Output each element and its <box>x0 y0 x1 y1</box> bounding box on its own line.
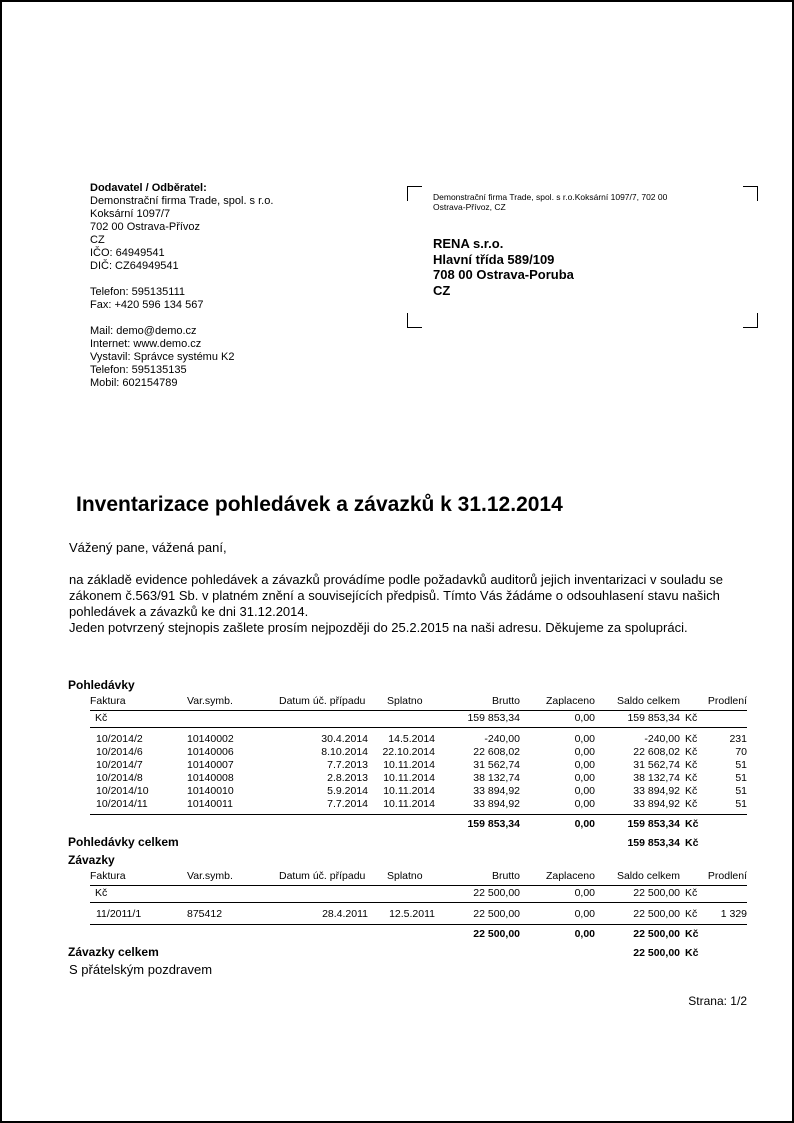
supplier-mail: Mail: demo@demo.cz <box>90 325 197 337</box>
cell-datum: 2.8.2013 <box>327 772 368 784</box>
table-row <box>90 759 747 772</box>
cell-faktura: 10/2014/10 <box>96 785 149 797</box>
letter-closing: S přátelským pozdravem <box>69 962 213 977</box>
subtotal-zaplaceno: 0,00 <box>574 928 595 940</box>
currency-row <box>90 711 747 728</box>
cell-brutto: 33 894,92 <box>473 785 520 797</box>
table-body <box>90 728 747 815</box>
supplier-mobile: Mobil: 602154789 <box>90 377 178 389</box>
supplier-country: CZ <box>90 234 105 246</box>
subtotal-brutto: 22 500,00 <box>473 928 520 940</box>
receivables-section <box>68 678 747 849</box>
cell-saldo: 33 894,92 <box>633 798 680 810</box>
col-var-symb: Var.symb. <box>187 695 233 707</box>
table-row <box>90 733 747 746</box>
receivables-table <box>90 695 747 831</box>
cell-prodleni: 51 <box>735 759 747 771</box>
address-window-mark-top-right <box>743 186 758 201</box>
payables-total-row <box>68 945 747 959</box>
cell-currency: Kč <box>685 759 698 771</box>
cell-splatno: 22.10.2014 <box>382 746 435 758</box>
cell-zaplaceno: 0,00 <box>574 772 595 784</box>
payables-table <box>90 870 747 941</box>
letter-body <box>69 540 745 636</box>
supplier-phone2: Telefon: 595135135 <box>90 364 187 376</box>
cell-brutto: 38 132,74 <box>473 772 520 784</box>
cell-zaplaceno: 0,00 <box>574 798 595 810</box>
cell-splatno: 10.11.2014 <box>383 785 435 797</box>
subtotal-saldo: 22 500,00 <box>633 928 680 940</box>
col-prodleni: Prodlení <box>707 695 747 707</box>
cell-currency: Kč <box>685 798 698 810</box>
return-address-line1: Demonstrační firma Trade, spol. s r.o.Koksární 1097/7, 702 00 <box>433 192 668 202</box>
cell-saldo: -240,00 <box>644 733 680 745</box>
subtotal-row <box>90 928 747 941</box>
cell-currency: Kč <box>685 712 698 724</box>
receivables-total-row <box>68 835 747 849</box>
cell-zaplaceno: 0,00 <box>574 733 595 745</box>
cell-var-symb: 10140002 <box>187 733 234 745</box>
cell-datum: 8.10.2014 <box>321 746 368 758</box>
cell-prodleni: 51 <box>735 772 747 784</box>
cell-var-symb: 10140010 <box>187 785 234 797</box>
col-splatno: Splatno <box>387 870 423 882</box>
col-zaplaceno: Zaplaceno <box>545 695 595 707</box>
col-saldo: Saldo celkem <box>616 695 680 707</box>
address-window-mark-top-left <box>407 186 422 201</box>
cell-brutto: 22 500,00 <box>473 908 520 920</box>
cell-prodleni: 51 <box>735 785 747 797</box>
cell-datum: 30.4.2014 <box>321 733 368 745</box>
cell-zaplaceno: 0,00 <box>574 785 595 797</box>
recipient-name: RENA s.r.o. <box>433 236 504 251</box>
subtotal-brutto: 159 853,34 <box>467 818 520 830</box>
supplier-city: 702 00 Ostrava-Přívoz <box>90 221 201 233</box>
table-row <box>90 908 747 921</box>
cell-brutto: 22 608,02 <box>473 746 520 758</box>
cell-faktura: 10/2014/6 <box>96 746 143 758</box>
cell-faktura: 10/2014/2 <box>96 733 143 745</box>
cell-faktura: 10/2014/7 <box>96 759 143 771</box>
spacer <box>90 273 273 286</box>
cell-prodleni: 51 <box>735 798 747 810</box>
cell-saldo: 31 562,74 <box>633 759 680 771</box>
cell-brutto: 33 894,92 <box>473 798 520 810</box>
letter-paragraph-2: Jeden potvrzený stejnopis zašlete prosím nejpozději do 25.2.2015 na naši adresu. Děkujeme za spolupráci. <box>69 620 688 635</box>
payables-title: Závazky <box>68 853 115 867</box>
payables-total-value: 22 500,00 <box>633 947 680 959</box>
receivables-total-value: 159 853,34 <box>627 837 680 849</box>
cell-var-symb: 10140007 <box>187 759 234 771</box>
supplier-internet: Internet: www.demo.cz <box>90 338 202 350</box>
recipient-block <box>433 236 574 298</box>
payables-total-currency: Kč <box>685 947 699 959</box>
cell-brutto: 159 853,34 <box>467 712 520 724</box>
return-address <box>433 192 733 212</box>
return-address-line2: Ostrava-Přívoz, CZ <box>433 202 506 212</box>
cell-prodleni: 1 329 <box>720 908 747 920</box>
cell-faktura: 10/2014/11 <box>96 798 148 810</box>
cell-brutto: 22 500,00 <box>473 887 520 899</box>
recipient-country: CZ <box>433 282 451 298</box>
table-row <box>90 746 747 759</box>
cell-datum: 28.4.2011 <box>322 908 368 920</box>
salutation: Vážený pane, vážená paní, <box>69 540 227 555</box>
supplier-issuer: Vystavil: Správce systému K2 <box>90 351 235 363</box>
cell-brutto: 31 562,74 <box>473 759 520 771</box>
supplier-street: Koksární 1097/7 <box>90 208 171 220</box>
supplier-fax: Fax: +420 596 134 567 <box>90 299 204 311</box>
subtotal-saldo: 159 853,34 <box>627 818 680 830</box>
supplier-name: Demonstrační firma Trade, spol. s r.o. <box>90 195 274 207</box>
cell-var-symb: 10140006 <box>187 746 234 758</box>
address-window-mark-bottom-right <box>743 313 758 328</box>
cell-saldo: 22 608,02 <box>633 746 680 758</box>
spacer <box>90 312 273 325</box>
recipient-city: 708 00 Ostrava-Poruba <box>433 267 574 282</box>
cell-splatno: 10.11.2014 <box>383 759 435 771</box>
col-datum: Datum úč. případu <box>279 870 366 882</box>
cell-datum: 7.7.2014 <box>327 798 368 810</box>
table-body <box>90 903 747 925</box>
currency-row <box>90 886 747 903</box>
col-zaplaceno: Zaplaceno <box>545 870 595 882</box>
col-var-symb: Var.symb. <box>187 870 233 882</box>
cell-var-symb: 10140008 <box>187 772 234 784</box>
cell-splatno: 12.5.2011 <box>389 908 435 920</box>
cell-faktura: 11/2011/1 <box>96 908 142 920</box>
cell-zaplaceno: 0,00 <box>574 887 595 899</box>
cell-currency: Kč <box>685 746 698 758</box>
table-row <box>90 772 747 785</box>
cell-saldo: 33 894,92 <box>633 785 680 797</box>
letter-paragraph-1: na základě evidence pohledávek a závazků provádíme podle požadavků auditorů jejich inventarizaci v souladu se zákonem č.563/91 Sb. v platném znění a souvisejících předpisů. Tímto Vás žádáme o odsouhlasení stavu našich pohledávek a závazků ke dni 31.12.2014. <box>69 572 724 619</box>
cell-faktura: 10/2014/8 <box>96 772 143 784</box>
col-saldo: Saldo celkem <box>616 870 680 882</box>
supplier-heading: Dodavatel / Odběratel: <box>90 182 207 194</box>
cell-currency: Kč <box>685 908 698 920</box>
table-row <box>90 785 747 798</box>
cell-currency: Kč <box>685 733 698 745</box>
cell-currency-label: Kč <box>95 887 108 899</box>
col-brutto: Brutto <box>491 870 520 882</box>
subtotal-currency: Kč <box>685 818 699 830</box>
table-header-row <box>90 695 747 711</box>
receivables-total-label: Pohledávky celkem <box>68 835 179 849</box>
supplier-ico: IČO: 64949541 <box>90 247 165 259</box>
cell-zaplaceno: 0,00 <box>574 759 595 771</box>
subtotal-row <box>90 818 747 831</box>
page-title: Inventarizace pohledávek a závazků k 31.12.2014 <box>76 493 563 516</box>
cell-currency: Kč <box>685 772 698 784</box>
receivables-total-currency: Kč <box>685 837 699 849</box>
cell-var-symb: 875412 <box>187 908 223 920</box>
subtotal-zaplaceno: 0,00 <box>574 818 595 830</box>
table-header-row <box>90 870 747 886</box>
cell-datum: 7.7.2013 <box>327 759 368 771</box>
cell-saldo: 159 853,34 <box>627 712 680 724</box>
col-faktura: Faktura <box>90 695 126 707</box>
payables-total-label: Závazky celkem <box>68 945 159 959</box>
supplier-phone: Telefon: 595135111 <box>90 286 186 298</box>
cell-splatno: 10.11.2014 <box>383 798 435 810</box>
col-prodleni: Prodlení <box>707 870 747 882</box>
page-number: Strana: 1/2 <box>688 994 747 1008</box>
col-splatno: Splatno <box>387 695 423 707</box>
col-faktura: Faktura <box>90 870 126 882</box>
cell-saldo: 22 500,00 <box>633 887 680 899</box>
cell-currency-label: Kč <box>95 712 108 724</box>
payables-section <box>68 853 747 959</box>
receivables-title: Pohledávky <box>68 678 135 692</box>
cell-prodleni: 231 <box>729 733 747 745</box>
cell-var-symb: 10140011 <box>187 798 233 810</box>
cell-zaplaceno: 0,00 <box>574 908 595 920</box>
supplier-block <box>90 182 273 390</box>
cell-saldo: 38 132,74 <box>633 772 680 784</box>
subtotal-currency: Kč <box>685 928 699 940</box>
cell-zaplaceno: 0,00 <box>574 746 595 758</box>
cell-currency: Kč <box>685 785 698 797</box>
cell-splatno: 10.11.2014 <box>383 772 435 784</box>
address-window-mark-bottom-left <box>407 313 422 328</box>
recipient-street: Hlavní třída 589/109 <box>433 251 555 267</box>
cell-saldo: 22 500,00 <box>633 908 680 920</box>
cell-zaplaceno: 0,00 <box>574 712 595 724</box>
col-datum: Datum úč. případu <box>279 695 366 707</box>
col-brutto: Brutto <box>491 695 520 707</box>
cell-splatno: 14.5.2014 <box>388 733 435 745</box>
table-row <box>90 798 747 811</box>
cell-currency: Kč <box>685 887 698 899</box>
cell-prodleni: 70 <box>735 746 747 758</box>
cell-brutto: -240,00 <box>484 733 520 745</box>
cell-datum: 5.9.2014 <box>327 785 368 797</box>
supplier-dic: DIČ: CZ64949541 <box>90 260 179 272</box>
